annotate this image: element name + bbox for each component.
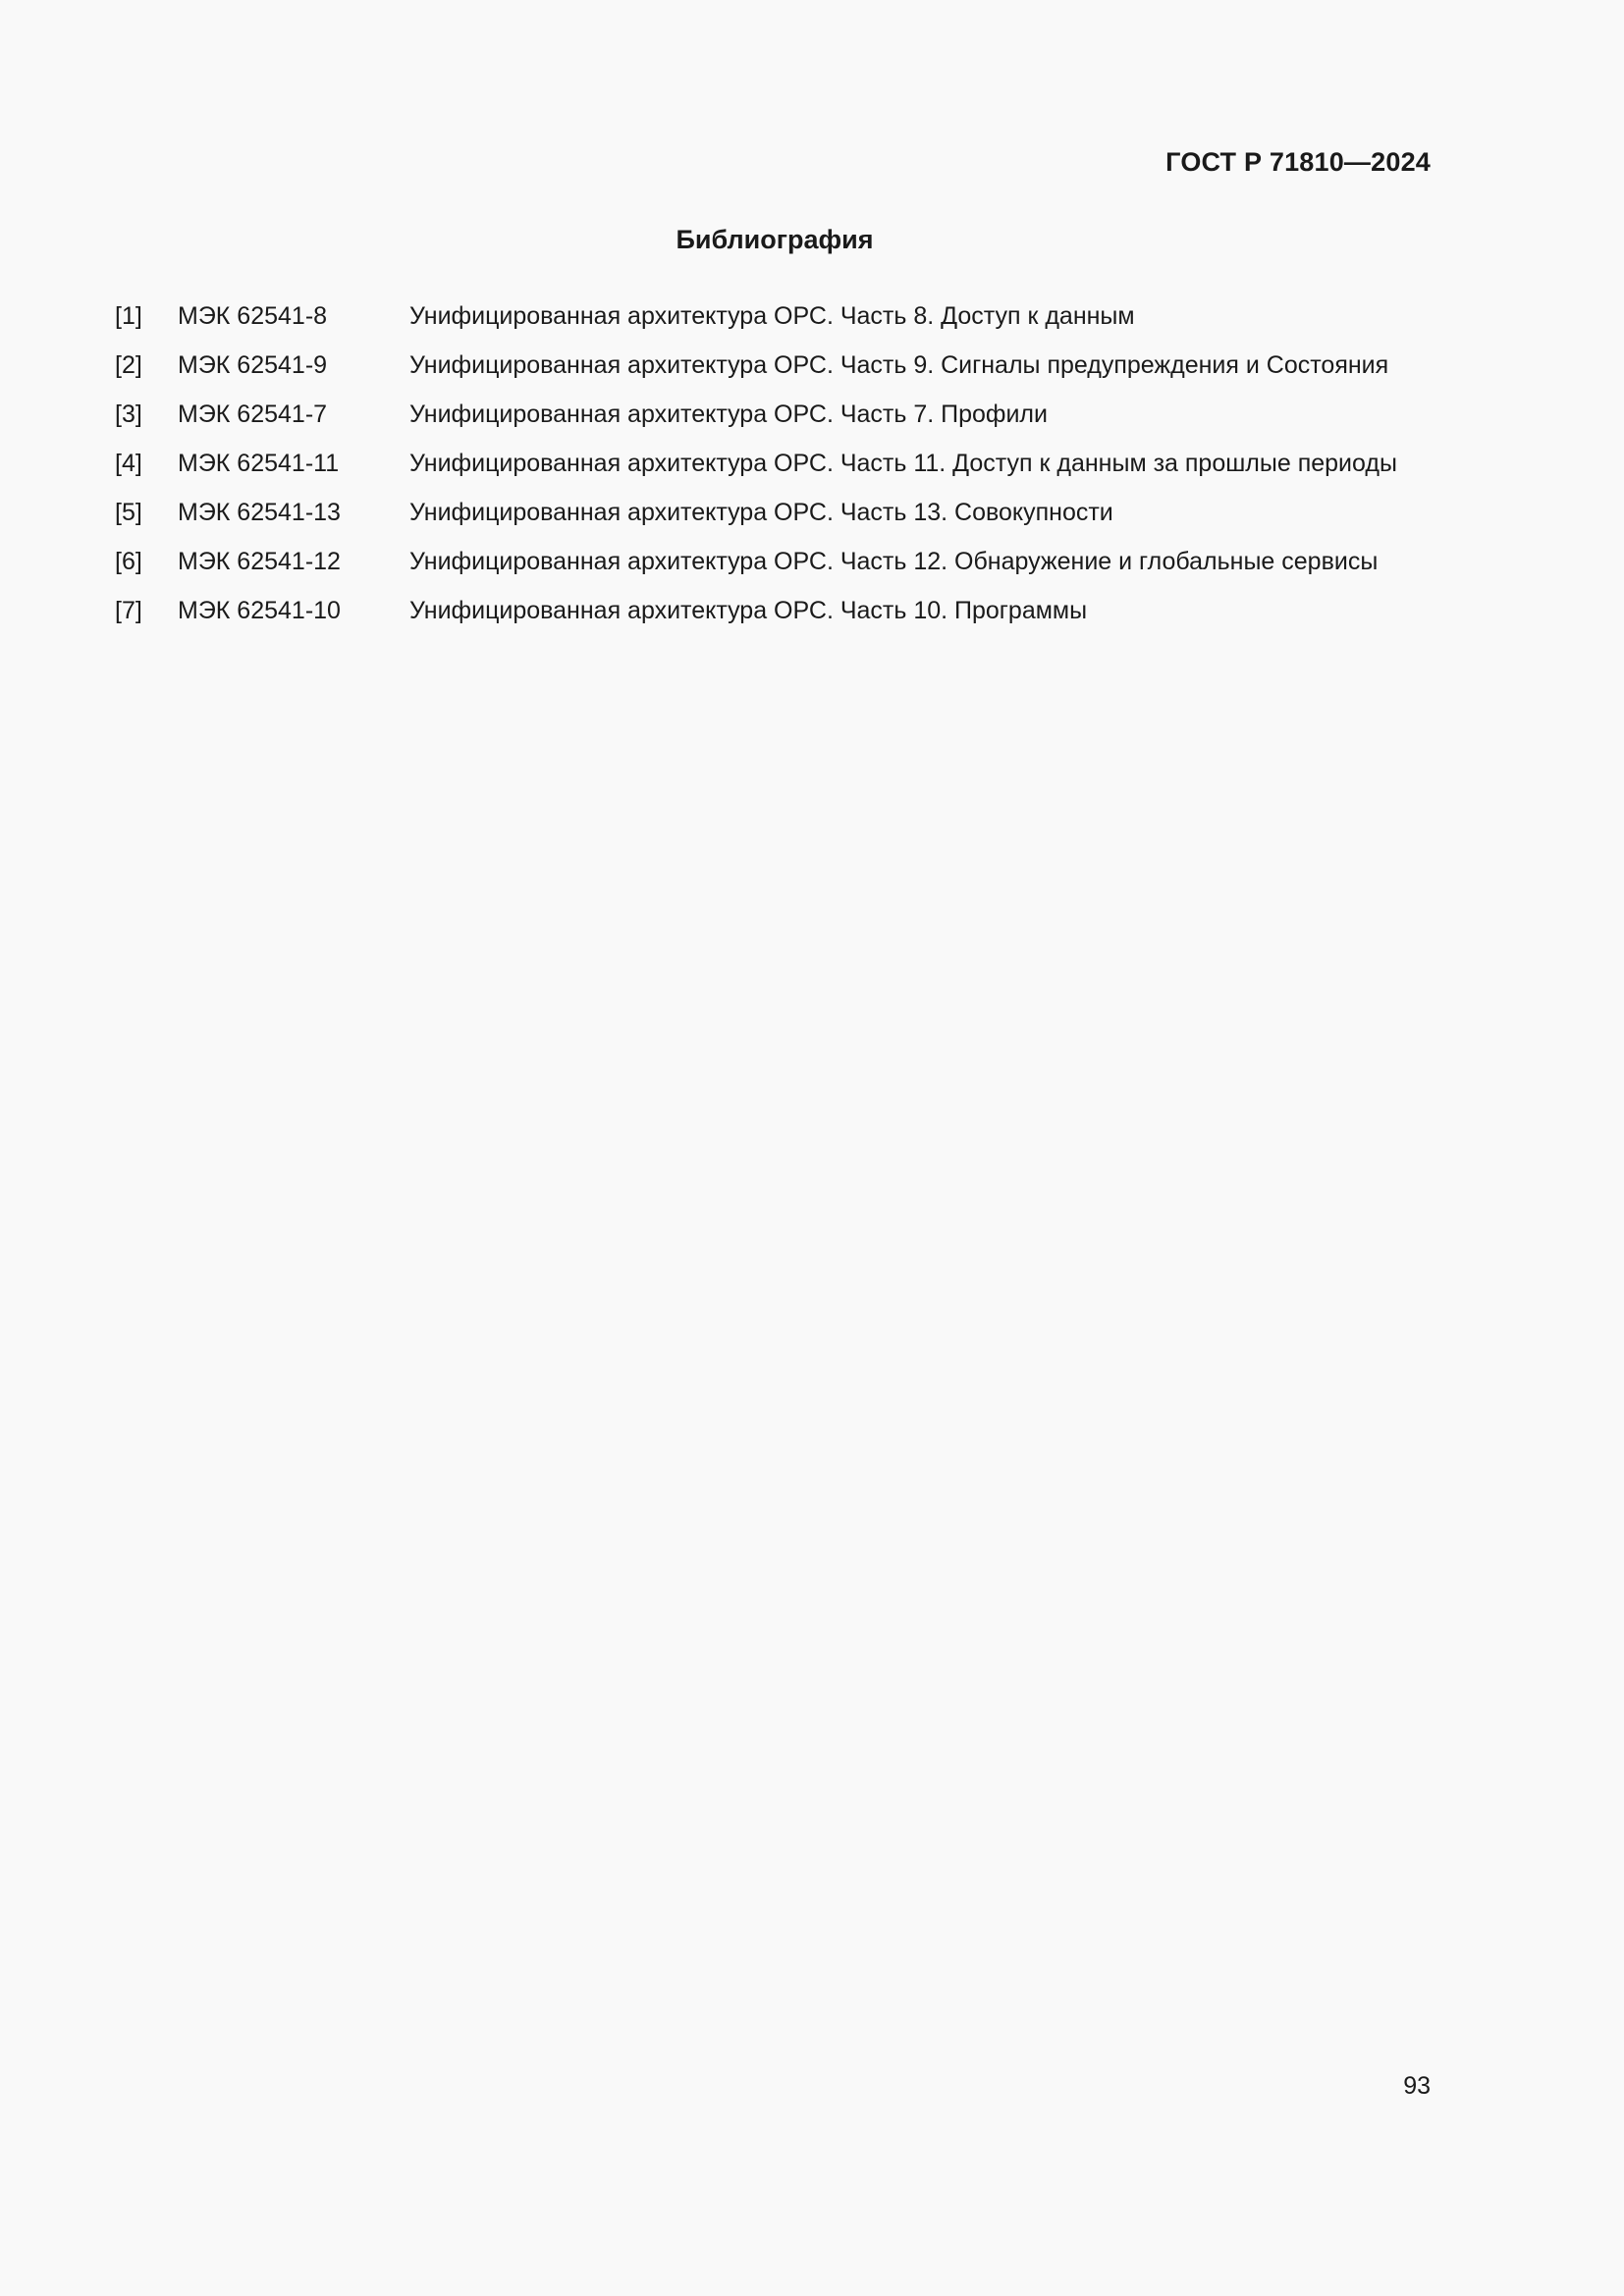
page-number: 93 [1403, 2072, 1431, 2100]
entry-title: Унифицированная архитектура ОРС. Часть 10. Программы [409, 597, 1088, 624]
entry-title: Унифицированная архитектура ОРС. Часть 7. Профили [409, 400, 1048, 428]
entry-number: [5] [115, 499, 142, 526]
entry-standard: МЭК 62541-11 [178, 450, 340, 477]
document-code: ГОСТ Р 71810—2024 [1165, 147, 1431, 177]
entry-title: Унифицированная архитектура ОРС. Часть 11. Доступ к данным за прошлые периоды [409, 450, 1397, 477]
entry-standard: МЭК 62541-8 [178, 302, 328, 330]
bibliography-entry [0, 349, 1624, 399]
bibliography-entry [0, 300, 1624, 349]
entry-number: [1] [115, 302, 142, 330]
bibliography-entry [0, 595, 1624, 644]
entry-standard: МЭК 62541-10 [178, 597, 341, 624]
entry-title: Унифицированная архитектура ОРС. Часть 13. Совокупности [409, 499, 1113, 526]
entry-number: [6] [115, 548, 142, 575]
entry-title: Унифицированная архитектура ОРС. Часть 12. Обнаружение и глобальные сервисы [409, 548, 1379, 575]
entry-title: Унифицированная архитектура ОРС. Часть 8. Доступ к данным [409, 302, 1135, 330]
bibliography-entry [0, 546, 1624, 595]
entry-number: [3] [115, 400, 142, 428]
entry-standard: МЭК 62541-12 [178, 548, 341, 575]
entry-title: Унифицированная архитектура ОРС. Часть 9. Сигналы предупреждения и Состояния [409, 351, 1389, 379]
bibliography-entry [0, 399, 1624, 448]
entry-number: [2] [115, 351, 142, 379]
entry-standard: МЭК 62541-13 [178, 499, 341, 526]
bibliography-list [0, 300, 1624, 644]
bibliography-entry [0, 448, 1624, 497]
entry-number: [7] [115, 597, 142, 624]
bibliography-entry [0, 497, 1624, 546]
section-title: Библиография [676, 225, 874, 254]
entry-standard: МЭК 62541-9 [178, 351, 328, 379]
entry-number: [4] [115, 450, 142, 477]
entry-standard: МЭК 62541-7 [178, 400, 328, 428]
